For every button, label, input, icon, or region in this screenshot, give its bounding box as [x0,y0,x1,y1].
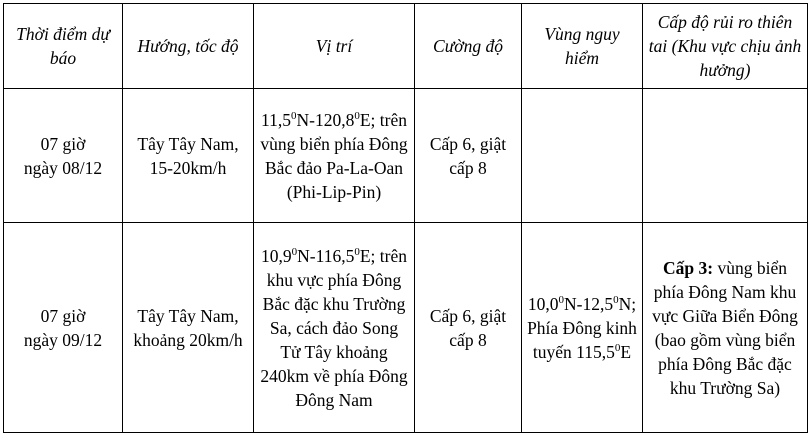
header-row [4,4,808,89]
cell-intensity: Cấp 6, giật cấp 8 [415,223,522,433]
coordinates: 10,9$^0$N-116,5$^0$E; [261,245,376,266]
cell-risk-level [643,223,808,433]
risk-text: vùng biển phía Đông Nam khu vực Giữa Biển Đông (bao gồm vùng biển phía Đông Bắc đặc khu Trường Sa) [652,257,798,398]
forecast-table [3,3,808,433]
cell-danger-zone [522,89,643,223]
cell-location [254,89,415,223]
time-line-2: ngày 09/12 [23,329,103,350]
header-location: Vị trí [254,4,415,89]
cell-direction [123,223,254,433]
cell-time [4,89,123,223]
cell-danger-zone [522,223,643,433]
risk-level-label: Cấp 3: [663,257,714,278]
time-line-2: ngày 08/12 [23,157,103,178]
cell-time [4,223,123,433]
table-row [4,223,808,433]
header-time: Thời điểm dự báo [4,4,123,89]
table-row [4,89,808,223]
header-intensity: Cường độ [415,4,522,89]
header-risk-level: Cấp độ rủi ro thiên tai (Khu vực chịu ảnh hưởng) [643,4,808,89]
direction-line-2: 15-20km/h [149,157,227,178]
location-text: trên khu vực phía Đông Bắc đặc khu Trường Sa, cách đảo Song Tử Tây khoảng 240km về phía Đông Đông Nam [260,245,408,410]
direction-line-2: khoảng 20km/h [133,329,243,350]
time-line-1: 07 giờ [40,305,86,326]
time-line-1: 07 giờ [40,133,86,154]
header-danger-zone: Vùng nguy hiểm [522,4,643,89]
direction-line-1: Tây Tây Nam, [137,305,239,326]
direction-line-1: Tây Tây Nam, [137,133,239,154]
cell-location [254,223,415,433]
danger-coordinates: 10,0$^0$N-12,5$^0$N; Phía Đông kinh tuyến 115,5$^0$E [527,293,637,362]
coordinates: 11,5$^0$N-120,8$^0$E; [261,109,376,130]
cell-risk-level [643,89,808,223]
cell-intensity: Cấp 6, giật cấp 8 [415,89,522,223]
cell-direction [123,89,254,223]
header-direction: Hướng, tốc độ [123,4,254,89]
location-text: trên vùng biển phía Đông Bắc đảo Pa-La-Oan (Phi-Lip-Pin) [260,109,408,202]
